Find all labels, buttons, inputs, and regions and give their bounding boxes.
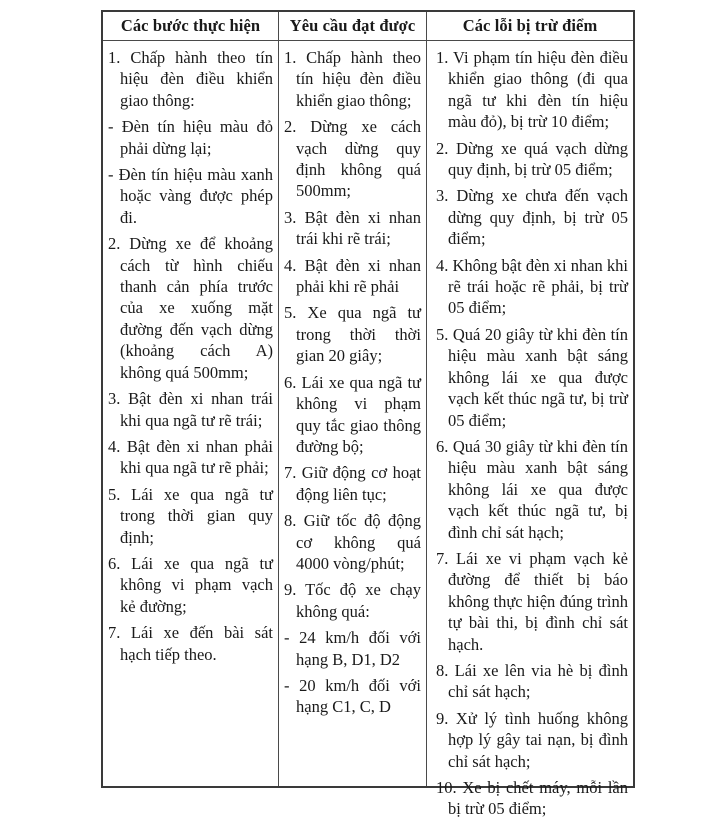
list-item: 4. Không bật đèn xi nhan khi rẽ trái hoặc rẽ phải, bị trừ 05 điểm; <box>436 255 629 318</box>
table-body-row <box>103 41 633 819</box>
list-item: 2. Dừng xe để khoảng cách từ hình chiếu thanh cản phía trước của xe xuống mặt đường đến vạch dừng (khoảng cách A) không quá 500mm; <box>108 234 273 382</box>
list-item: - 24 km/h đối với hạng B, D1, D2 <box>284 628 421 669</box>
list-item: 1. Chấp hành theo tín hiệu đèn điều khiển giao thông; <box>284 48 421 110</box>
list-item: 2. Dừng xe quá vạch dừng quy định, bị trừ 05 điểm; <box>436 138 628 180</box>
list-item: - Đèn tín hiệu màu xanh hoặc vàng được phép đi. <box>108 165 273 227</box>
list-item: 1. Chấp hành theo tín hiệu đèn điều khiển giao thông: <box>108 48 273 110</box>
list-item: 8. Giữ tốc độ động cơ không quá 4000 vòng/phút; <box>284 511 421 573</box>
errors-column <box>427 41 633 819</box>
header-steps: Các bước thực hiện <box>103 12 279 40</box>
list-item: 6. Lái xe qua ngã tư không vi phạm vạch kẻ đường; <box>108 553 273 616</box>
steps-column <box>103 41 279 786</box>
list-item: 7. Lái xe đến bài sát hạch tiếp theo. <box>108 623 273 664</box>
list-item: 7. Lái xe vi phạm vạch kẻ đường để thiết bị báo không thực hiện đúng trình tự bài thi, bị đình chỉ sát hạch. <box>436 548 628 654</box>
list-item: 4. Bật đèn xi nhan phải khi qua ngã tư rẽ phải; <box>108 436 273 478</box>
list-item: 10. Xe bị chết máy, mỗi lần bị trừ 05 điểm; <box>436 778 628 819</box>
list-item: 9. Tốc độ xe chạy không quá: <box>284 580 421 621</box>
list-item: 4. Bật đèn xi nhan phải khi rẽ phải <box>284 255 421 297</box>
list-item: 2. Dừng xe cách vạch dừng quy định không quá 500mm; <box>284 117 421 201</box>
list-item: 5. Lái xe qua ngã tư trong thời gian quy định; <box>108 484 273 547</box>
list-item: 8. Lái xe lên via hè bị đình chỉ sát hạch; <box>436 660 628 702</box>
list-item: - Đèn tín hiệu màu đỏ phải dừng lại; <box>108 117 273 158</box>
list-item: 5. Quá 20 giây từ khi đèn tín hiệu màu xanh bật sáng không lái xe qua được vạch kết thúc ngã tư, bị trừ 05 điểm; <box>436 324 628 430</box>
list-item: 6. Lái xe qua ngã tư không vi phạm quy tắc giao thông đường bộ; <box>284 372 421 456</box>
header-requirements: Yêu cầu đạt được <box>279 12 427 40</box>
list-item: 3. Bật đèn xi nhan trái khi qua ngã tư rẽ trái; <box>108 389 273 430</box>
header-errors: Các lỗi bị trừ điểm <box>462 16 598 35</box>
table-header-row <box>103 12 633 41</box>
list-item: - 20 km/h đối với hạng C1, C, D <box>284 675 421 717</box>
list-item: 9. Xử lý tình huống không hợp lý gây tai nạn, bị đình chỉ sát hạch; <box>436 708 628 771</box>
list-item: 5. Xe qua ngã tư trong thời thời gian 20 giây; <box>284 303 421 366</box>
list-item: 7. Giữ động cơ hoạt động liên tục; <box>284 463 421 504</box>
list-item: 1. Vi phạm tín hiệu đèn điều khiển giao thông (đi qua ngã tư khi đèn tín hiệu màu đỏ), bị trừ 10 điểm; <box>436 48 628 132</box>
exam-procedure-table <box>101 10 635 819</box>
list-item: 3. Bật đèn xi nhan trái khi rẽ trái; <box>284 207 421 249</box>
list-item: 6. Quá 30 giây từ khi đèn tín hiệu màu xanh bật sáng không lái xe qua được vạch kết thúc ngã tư, bị đình chỉ sát hạch; <box>436 436 628 542</box>
list-item: 3. Dừng xe chưa đến vạch dừng quy định, bị trừ 05 điểm; <box>436 186 628 249</box>
requirements-column <box>279 41 427 786</box>
